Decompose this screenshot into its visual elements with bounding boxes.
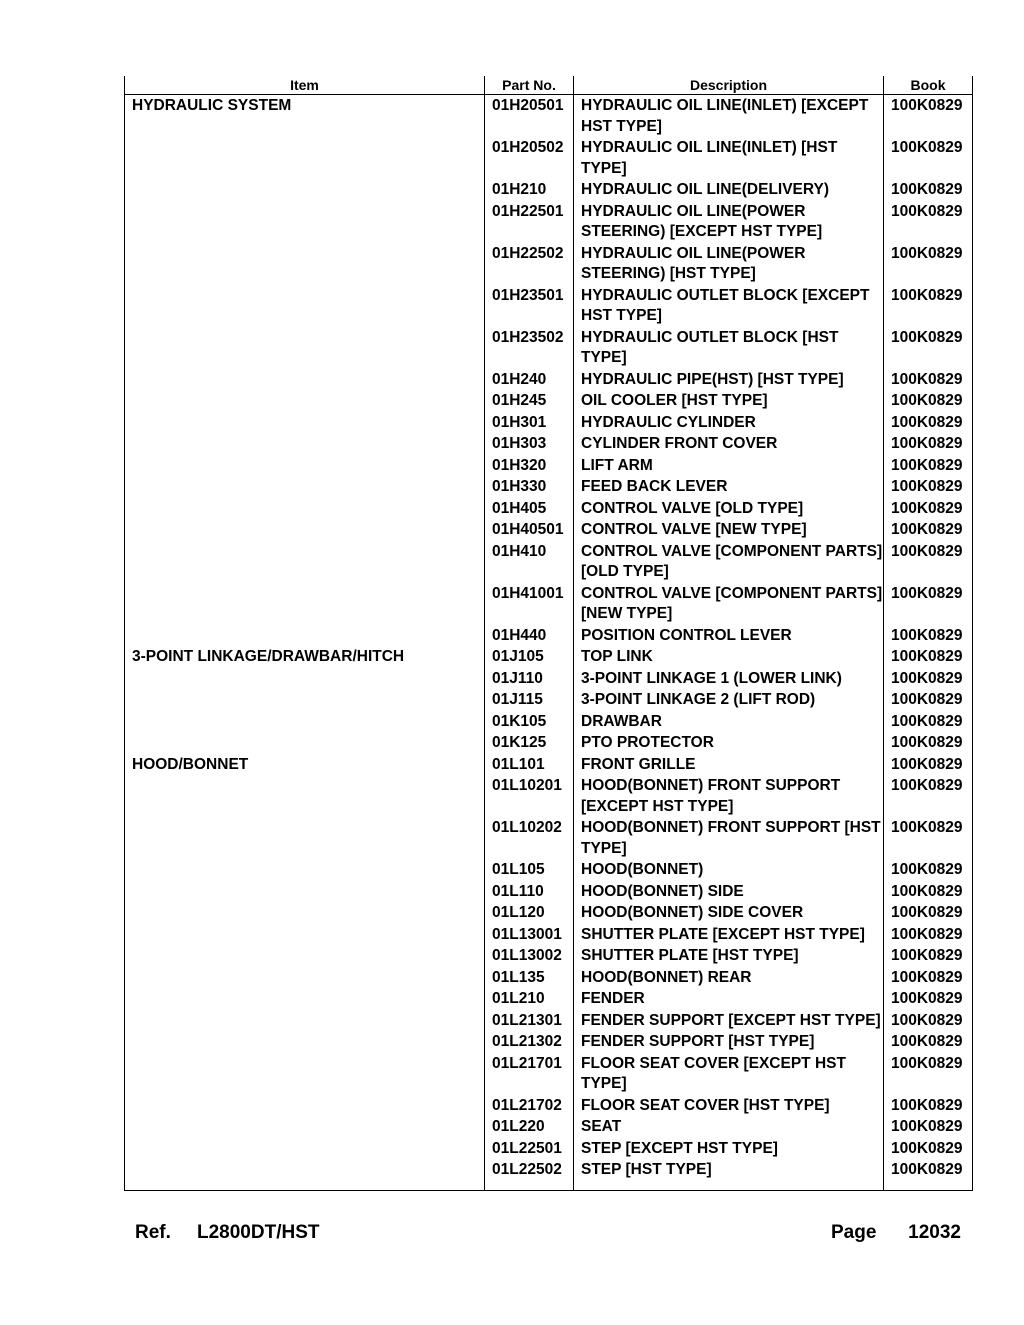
book-cell: 100K0829 bbox=[884, 967, 973, 989]
item-cell bbox=[125, 1159, 485, 1190]
part-no-cell: 01H245 bbox=[485, 390, 574, 412]
book-cell: 100K0829 bbox=[884, 817, 973, 859]
table-row bbox=[125, 1031, 973, 1053]
ref-value: L2800DT/HST bbox=[197, 1222, 320, 1243]
book-cell: 100K0829 bbox=[884, 668, 973, 690]
table-row bbox=[125, 519, 973, 541]
book-cell: 100K0829 bbox=[884, 902, 973, 924]
part-no-cell: 01K105 bbox=[485, 711, 574, 733]
part-no-cell: 01J105 bbox=[485, 646, 574, 668]
part-no-cell: 01H22501 bbox=[485, 201, 574, 243]
book-cell: 100K0829 bbox=[884, 541, 973, 583]
book-cell: 100K0829 bbox=[884, 924, 973, 946]
part-no-cell: 01H23501 bbox=[485, 285, 574, 327]
part-no-cell: 01H240 bbox=[485, 369, 574, 391]
book-cell: 100K0829 bbox=[884, 1116, 973, 1138]
table-row bbox=[125, 668, 973, 690]
header-book: Book bbox=[884, 76, 973, 95]
item-cell bbox=[125, 945, 485, 967]
description-cell: 3-POINT LINKAGE 1 (LOWER LINK) bbox=[574, 668, 884, 690]
part-no-cell: 01L21301 bbox=[485, 1010, 574, 1032]
table-row bbox=[125, 498, 973, 520]
description-cell: HOOD(BONNET) FRONT SUPPORT [EXCEPT HST TYPE] bbox=[574, 775, 884, 817]
parts-table bbox=[124, 76, 973, 1191]
item-cell bbox=[125, 625, 485, 647]
item-cell bbox=[125, 327, 485, 369]
table-row bbox=[125, 1053, 973, 1095]
part-no-cell: 01L22502 bbox=[485, 1159, 574, 1190]
item-cell bbox=[125, 541, 485, 583]
book-cell: 100K0829 bbox=[884, 519, 973, 541]
table-row bbox=[125, 1138, 973, 1160]
table-row bbox=[125, 625, 973, 647]
table-row bbox=[125, 285, 973, 327]
table-row bbox=[125, 902, 973, 924]
description-cell: DRAWBAR bbox=[574, 711, 884, 733]
book-cell: 100K0829 bbox=[884, 859, 973, 881]
part-no-cell: 01L21302 bbox=[485, 1031, 574, 1053]
book-cell: 100K0829 bbox=[884, 137, 973, 179]
item-cell bbox=[125, 817, 485, 859]
book-cell: 100K0829 bbox=[884, 285, 973, 327]
page-number: 12032 bbox=[908, 1222, 961, 1243]
item-cell bbox=[125, 1053, 485, 1095]
table-row bbox=[125, 754, 973, 776]
table-row bbox=[125, 988, 973, 1010]
table-row bbox=[125, 1010, 973, 1032]
page-footer bbox=[135, 1222, 961, 1248]
table-row bbox=[125, 137, 973, 179]
table-row bbox=[125, 711, 973, 733]
table-row bbox=[125, 817, 973, 859]
table-row bbox=[125, 924, 973, 946]
part-no-cell: 01L13001 bbox=[485, 924, 574, 946]
part-no-cell: 01L105 bbox=[485, 859, 574, 881]
book-cell: 100K0829 bbox=[884, 201, 973, 243]
table-row bbox=[125, 476, 973, 498]
book-cell: 100K0829 bbox=[884, 476, 973, 498]
part-no-cell: 01L210 bbox=[485, 988, 574, 1010]
table-row bbox=[125, 327, 973, 369]
book-cell: 100K0829 bbox=[884, 732, 973, 754]
book-cell: 100K0829 bbox=[884, 625, 973, 647]
book-cell: 100K0829 bbox=[884, 243, 973, 285]
description-cell: HYDRAULIC OUTLET BLOCK [HST TYPE] bbox=[574, 327, 884, 369]
book-cell: 100K0829 bbox=[884, 412, 973, 434]
table-row bbox=[125, 646, 973, 668]
description-cell: STEP [HST TYPE] bbox=[574, 1159, 884, 1190]
part-no-cell: 01H330 bbox=[485, 476, 574, 498]
part-no-cell: 01L220 bbox=[485, 1116, 574, 1138]
table-row bbox=[125, 95, 973, 138]
book-cell: 100K0829 bbox=[884, 498, 973, 520]
part-no-cell: 01L110 bbox=[485, 881, 574, 903]
book-cell: 100K0829 bbox=[884, 646, 973, 668]
description-cell: FENDER bbox=[574, 988, 884, 1010]
item-cell bbox=[125, 433, 485, 455]
book-cell: 100K0829 bbox=[884, 369, 973, 391]
table-row bbox=[125, 1095, 973, 1117]
description-cell: CONTROL VALVE [COMPONENT PARTS] [NEW TYPE] bbox=[574, 583, 884, 625]
description-cell: HOOD(BONNET) REAR bbox=[574, 967, 884, 989]
part-no-cell: 01H20501 bbox=[485, 95, 574, 138]
book-cell: 100K0829 bbox=[884, 881, 973, 903]
table-row bbox=[125, 967, 973, 989]
part-no-cell: 01H405 bbox=[485, 498, 574, 520]
table-row bbox=[125, 775, 973, 817]
description-cell: POSITION CONTROL LEVER bbox=[574, 625, 884, 647]
description-cell: FRONT GRILLE bbox=[574, 754, 884, 776]
item-cell bbox=[125, 412, 485, 434]
book-cell: 100K0829 bbox=[884, 1159, 973, 1190]
item-cell bbox=[125, 243, 485, 285]
description-cell: CONTROL VALVE [OLD TYPE] bbox=[574, 498, 884, 520]
description-cell: SHUTTER PLATE [HST TYPE] bbox=[574, 945, 884, 967]
description-cell: HYDRAULIC OIL LINE(INLET) [EXCEPT HST TYPE] bbox=[574, 95, 884, 138]
part-no-cell: 01L135 bbox=[485, 967, 574, 989]
book-cell: 100K0829 bbox=[884, 711, 973, 733]
page-label: Page bbox=[831, 1222, 877, 1243]
item-cell bbox=[125, 583, 485, 625]
book-cell: 100K0829 bbox=[884, 1031, 973, 1053]
part-no-cell: 01H440 bbox=[485, 625, 574, 647]
item-cell bbox=[125, 519, 485, 541]
book-cell: 100K0829 bbox=[884, 583, 973, 625]
part-no-cell: 01L10202 bbox=[485, 817, 574, 859]
book-cell: 100K0829 bbox=[884, 95, 973, 138]
book-cell: 100K0829 bbox=[884, 1095, 973, 1117]
table-row bbox=[125, 881, 973, 903]
part-no-cell: 01L21702 bbox=[485, 1095, 574, 1117]
description-cell: SEAT bbox=[574, 1116, 884, 1138]
description-cell: OIL COOLER [HST TYPE] bbox=[574, 390, 884, 412]
description-cell: CONTROL VALVE [COMPONENT PARTS] [OLD TYPE] bbox=[574, 541, 884, 583]
item-cell bbox=[125, 498, 485, 520]
item-cell bbox=[125, 1116, 485, 1138]
table-row bbox=[125, 369, 973, 391]
part-no-cell: 01J110 bbox=[485, 668, 574, 690]
header-row bbox=[125, 76, 973, 95]
table-row bbox=[125, 1159, 973, 1190]
table-row bbox=[125, 243, 973, 285]
item-cell bbox=[125, 775, 485, 817]
description-cell: HYDRAULIC PIPE(HST) [HST TYPE] bbox=[574, 369, 884, 391]
part-no-cell: 01H20502 bbox=[485, 137, 574, 179]
item-cell bbox=[125, 881, 485, 903]
description-cell: HYDRAULIC OIL LINE(INLET) [HST TYPE] bbox=[574, 137, 884, 179]
item-cell bbox=[125, 1095, 485, 1117]
table-row bbox=[125, 732, 973, 754]
part-no-cell: 01K125 bbox=[485, 732, 574, 754]
part-no-cell: 01H22502 bbox=[485, 243, 574, 285]
header-part-no: Part No. bbox=[485, 76, 574, 95]
table-row bbox=[125, 179, 973, 201]
item-cell bbox=[125, 1031, 485, 1053]
header-description: Description bbox=[574, 76, 884, 95]
part-no-cell: 01L101 bbox=[485, 754, 574, 776]
description-cell: FENDER SUPPORT [EXCEPT HST TYPE] bbox=[574, 1010, 884, 1032]
description-cell: HYDRAULIC OIL LINE(DELIVERY) bbox=[574, 179, 884, 201]
part-no-cell: 01L22501 bbox=[485, 1138, 574, 1160]
book-cell: 100K0829 bbox=[884, 775, 973, 817]
item-cell bbox=[125, 668, 485, 690]
book-cell: 100K0829 bbox=[884, 433, 973, 455]
item-cell bbox=[125, 455, 485, 477]
description-cell: LIFT ARM bbox=[574, 455, 884, 477]
description-cell: CYLINDER FRONT COVER bbox=[574, 433, 884, 455]
table-body bbox=[125, 95, 973, 1191]
table-row bbox=[125, 583, 973, 625]
item-cell bbox=[125, 859, 485, 881]
header-item: Item bbox=[125, 76, 485, 95]
table-row bbox=[125, 541, 973, 583]
description-cell: HOOD(BONNET) SIDE bbox=[574, 881, 884, 903]
table-row bbox=[125, 433, 973, 455]
part-no-cell: 01L13002 bbox=[485, 945, 574, 967]
description-cell: FENDER SUPPORT [HST TYPE] bbox=[574, 1031, 884, 1053]
description-cell: HYDRAULIC OIL LINE(POWER STEERING) [EXCEPT HST TYPE] bbox=[574, 201, 884, 243]
table-row bbox=[125, 689, 973, 711]
description-cell: HYDRAULIC OUTLET BLOCK [EXCEPT HST TYPE] bbox=[574, 285, 884, 327]
description-cell: HOOD(BONNET) FRONT SUPPORT [HST TYPE] bbox=[574, 817, 884, 859]
part-no-cell: 01H23502 bbox=[485, 327, 574, 369]
table-row bbox=[125, 455, 973, 477]
description-cell: HOOD(BONNET) bbox=[574, 859, 884, 881]
item-cell bbox=[125, 988, 485, 1010]
part-no-cell: 01J115 bbox=[485, 689, 574, 711]
book-cell: 100K0829 bbox=[884, 1053, 973, 1095]
parts-table-container bbox=[124, 76, 972, 1191]
description-cell: HYDRAULIC CYLINDER bbox=[574, 412, 884, 434]
book-cell: 100K0829 bbox=[884, 689, 973, 711]
book-cell: 100K0829 bbox=[884, 945, 973, 967]
description-cell: 3-POINT LINKAGE 2 (LIFT ROD) bbox=[574, 689, 884, 711]
item-cell bbox=[125, 137, 485, 179]
table-row bbox=[125, 390, 973, 412]
table-row bbox=[125, 859, 973, 881]
part-no-cell: 01H210 bbox=[485, 179, 574, 201]
book-cell: 100K0829 bbox=[884, 988, 973, 1010]
description-cell: CONTROL VALVE [NEW TYPE] bbox=[574, 519, 884, 541]
item-cell bbox=[125, 201, 485, 243]
description-cell: STEP [EXCEPT HST TYPE] bbox=[574, 1138, 884, 1160]
book-cell: 100K0829 bbox=[884, 1138, 973, 1160]
table-row bbox=[125, 1116, 973, 1138]
item-cell bbox=[125, 732, 485, 754]
book-cell: 100K0829 bbox=[884, 327, 973, 369]
ref-label: Ref. bbox=[135, 1222, 171, 1243]
item-cell bbox=[125, 285, 485, 327]
item-cell bbox=[125, 902, 485, 924]
item-cell bbox=[125, 390, 485, 412]
part-no-cell: 01H41001 bbox=[485, 583, 574, 625]
book-cell: 100K0829 bbox=[884, 179, 973, 201]
book-cell: 100K0829 bbox=[884, 754, 973, 776]
item-cell: 3-POINT LINKAGE/DRAWBAR/HITCH bbox=[125, 646, 485, 668]
description-cell: PTO PROTECTOR bbox=[574, 732, 884, 754]
item-cell bbox=[125, 179, 485, 201]
item-cell bbox=[125, 476, 485, 498]
description-cell: HYDRAULIC OIL LINE(POWER STEERING) [HST TYPE] bbox=[574, 243, 884, 285]
item-cell: HOOD/BONNET bbox=[125, 754, 485, 776]
part-no-cell: 01L10201 bbox=[485, 775, 574, 817]
item-cell bbox=[125, 1138, 485, 1160]
item-cell bbox=[125, 924, 485, 946]
table-row bbox=[125, 945, 973, 967]
description-cell: TOP LINK bbox=[574, 646, 884, 668]
item-cell bbox=[125, 369, 485, 391]
table-row bbox=[125, 201, 973, 243]
description-cell: FLOOR SEAT COVER [HST TYPE] bbox=[574, 1095, 884, 1117]
part-no-cell: 01L21701 bbox=[485, 1053, 574, 1095]
part-no-cell: 01H303 bbox=[485, 433, 574, 455]
book-cell: 100K0829 bbox=[884, 1010, 973, 1032]
description-cell: SHUTTER PLATE [EXCEPT HST TYPE] bbox=[574, 924, 884, 946]
part-no-cell: 01H301 bbox=[485, 412, 574, 434]
table-row bbox=[125, 412, 973, 434]
part-no-cell: 01H40501 bbox=[485, 519, 574, 541]
item-cell bbox=[125, 689, 485, 711]
description-cell: FLOOR SEAT COVER [EXCEPT HST TYPE] bbox=[574, 1053, 884, 1095]
item-cell bbox=[125, 711, 485, 733]
description-cell: HOOD(BONNET) SIDE COVER bbox=[574, 902, 884, 924]
part-no-cell: 01L120 bbox=[485, 902, 574, 924]
item-cell bbox=[125, 1010, 485, 1032]
book-cell: 100K0829 bbox=[884, 455, 973, 477]
description-cell: FEED BACK LEVER bbox=[574, 476, 884, 498]
item-cell bbox=[125, 967, 485, 989]
item-cell: HYDRAULIC SYSTEM bbox=[125, 95, 485, 138]
part-no-cell: 01H410 bbox=[485, 541, 574, 583]
book-cell: 100K0829 bbox=[884, 390, 973, 412]
part-no-cell: 01H320 bbox=[485, 455, 574, 477]
